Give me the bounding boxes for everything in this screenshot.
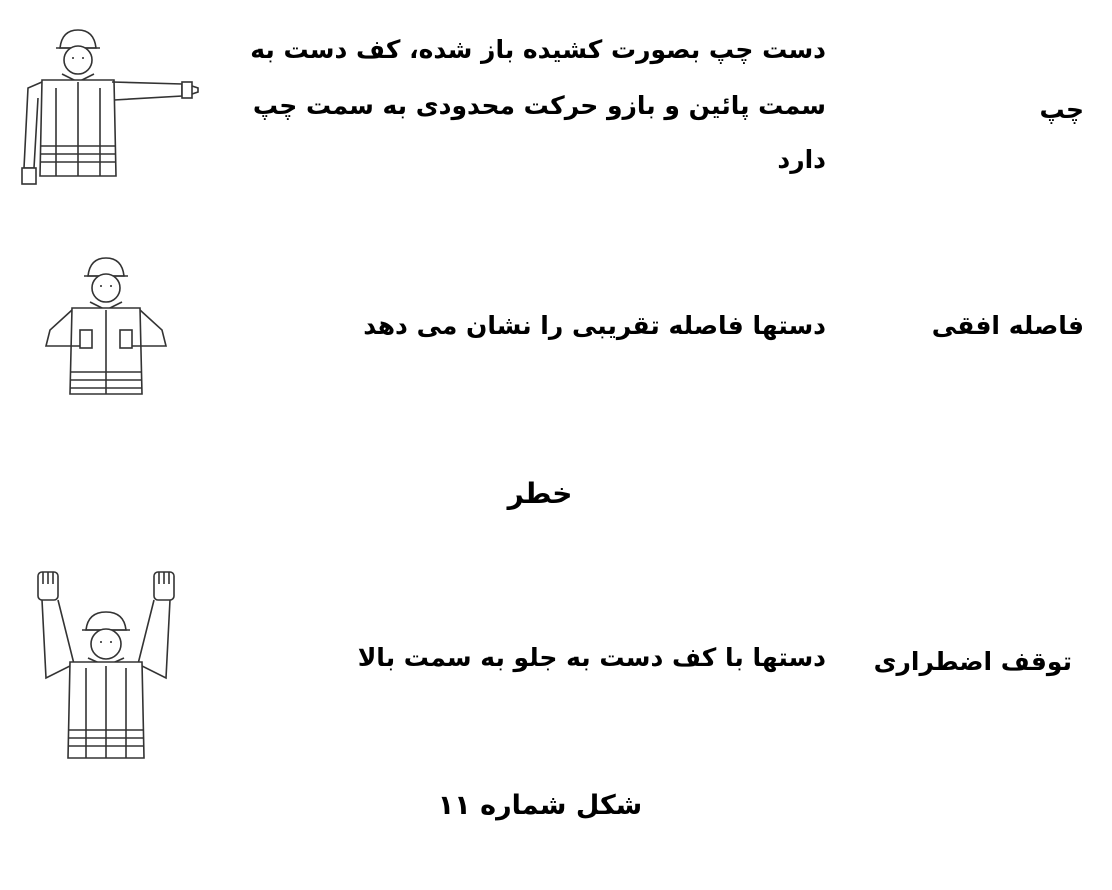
signalman-emergency-stop-icon [30, 568, 190, 764]
term-horizontal-distance: فاصله افقی [931, 311, 1084, 340]
description-horizontal-distance: دستها فاصله تقریبی را نشان می دهد [363, 311, 826, 340]
signalman-left-arm-extended-icon [12, 18, 202, 188]
signalman-horizontal-distance-icon [36, 250, 176, 400]
description-left-line-2: سمت پائین و بازو حرکت محدودی به سمت چپ [252, 91, 826, 120]
description-left-line-3: دارد [777, 145, 826, 174]
term-emergency-stop: توقف اضطراری [873, 647, 1072, 676]
term-left: چپ [1039, 95, 1084, 124]
description-emergency-stop: دستها با کف دست به جلو به سمت بالا [357, 643, 826, 672]
section-heading-danger: خطر [507, 477, 573, 510]
figure-caption: شکل شماره ۱۱ [437, 790, 643, 821]
description-left-line-1: دست چپ بصورت کشیده باز شده، کف دست به [250, 35, 826, 64]
